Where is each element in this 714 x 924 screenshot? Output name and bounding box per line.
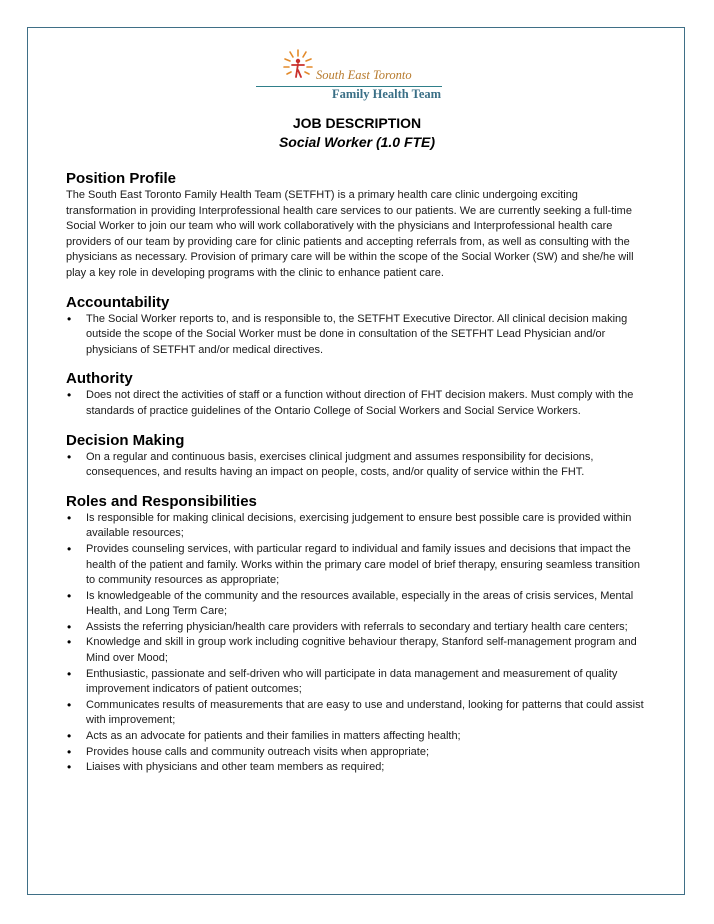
- organization-logo: [256, 46, 452, 104]
- bullet-list: [66, 388, 648, 419]
- sun-figure-icon: [256, 46, 316, 86]
- bullet-list: [66, 312, 648, 359]
- list-item: • Is responsible for making clinical decisions, exercising judgement to ensure best possible care is provided within available resources;: [66, 511, 648, 542]
- list-item: • Enthusiastic, passionate and self-driven who will participate in data management and measurement of quality improvement indicators of patient outcomes;: [66, 667, 648, 698]
- section-paragraph: The South East Toronto Family Health Team (SETFHT) is a primary health care clinic undergoing exciting transformation in providing Interprofessional health care services to our patients. We are currently seeking a full-time Social Worker to join our team who will work collaboratively with the physicians and Interprofessional health care providers of our team by providing care for clinic patients and accepting referrals from, as well as consulting with the physicians as necessary. Provision of primary care will be within the scope of the Social Worker (SW) and she/he will play a key role in developing programs with the clinic to enhance patient care.: [66, 189, 634, 279]
- section-authority: [66, 370, 648, 419]
- section-roles-responsibilities: [66, 493, 648, 776]
- list-item: • Liaises with physicians and other team members as required;: [66, 760, 648, 776]
- section-heading: Accountability: [66, 293, 170, 311]
- list-item: • Provides counseling services, with particular regard to individual and family issues and decisions that impact the health of the patient and family. Works within the primary care model of brief therapy, ensuring seamless transition to community resources as appropriate;: [66, 542, 648, 589]
- section-heading: Position Profile: [66, 170, 177, 187]
- document-title: JOB DESCRIPTION: [292, 115, 422, 131]
- list-item: • Assists the referring physician/health care providers with referrals to secondary and tertiary health care centers;: [66, 620, 648, 636]
- list-item: • Knowledge and skill in group work including cognitive behaviour therapy, Stanford self-management program and Mind over Mood;: [66, 635, 648, 666]
- list-item: • Does not direct the activities of staff or a function without direction of FHT decision makers. Must comply with the standards of practice guidelines of the Ontario College of Social Workers and Social Service Workers.: [66, 388, 648, 419]
- section-position-profile: [66, 170, 648, 282]
- list-item: • Communicates results of measurements that are easy to use and understand, looking for patterns that could assist with improvement;: [66, 698, 648, 729]
- list-item: • The Social Worker reports to, and is responsible to, the SETFHT Executive Director. All clinical decision making outside the scope of the Social Worker must be done in consultation of the SETFHT Lead Physician and/or physicians of SETFHT and/or medical directives.: [66, 312, 648, 359]
- section-heading: Decision Making: [66, 431, 185, 449]
- list-item: • Provides house calls and community outreach visits when appropriate;: [66, 745, 648, 761]
- document-subtitle: Social Worker (1.0 FTE): [278, 134, 436, 150]
- section-decision-making: [66, 432, 648, 481]
- list-item: • Is knowledgeable of the community and the resources available, especially in the areas of crisis services, Mental Health, and Long Term Care;: [66, 589, 648, 620]
- bullet-list: [66, 511, 648, 776]
- logo-text-line2: Family Health Team: [332, 87, 442, 101]
- section-accountability: [66, 294, 648, 359]
- bullet-list: [66, 450, 648, 481]
- section-heading: Roles and Responsibilities: [66, 492, 257, 510]
- list-item: • On a regular and continuous basis, exercises clinical judgment and assumes responsibility for decisions, consequences, and results having an impact on people, costs, and/or quality of service within the FHT.: [66, 450, 648, 481]
- document-body: [66, 170, 648, 788]
- logo-text-line1: South East Toronto: [316, 68, 412, 82]
- list-item: • Acts as an advocate for patients and their families in matters affecting health;: [66, 729, 648, 745]
- section-heading: Authority: [66, 370, 133, 388]
